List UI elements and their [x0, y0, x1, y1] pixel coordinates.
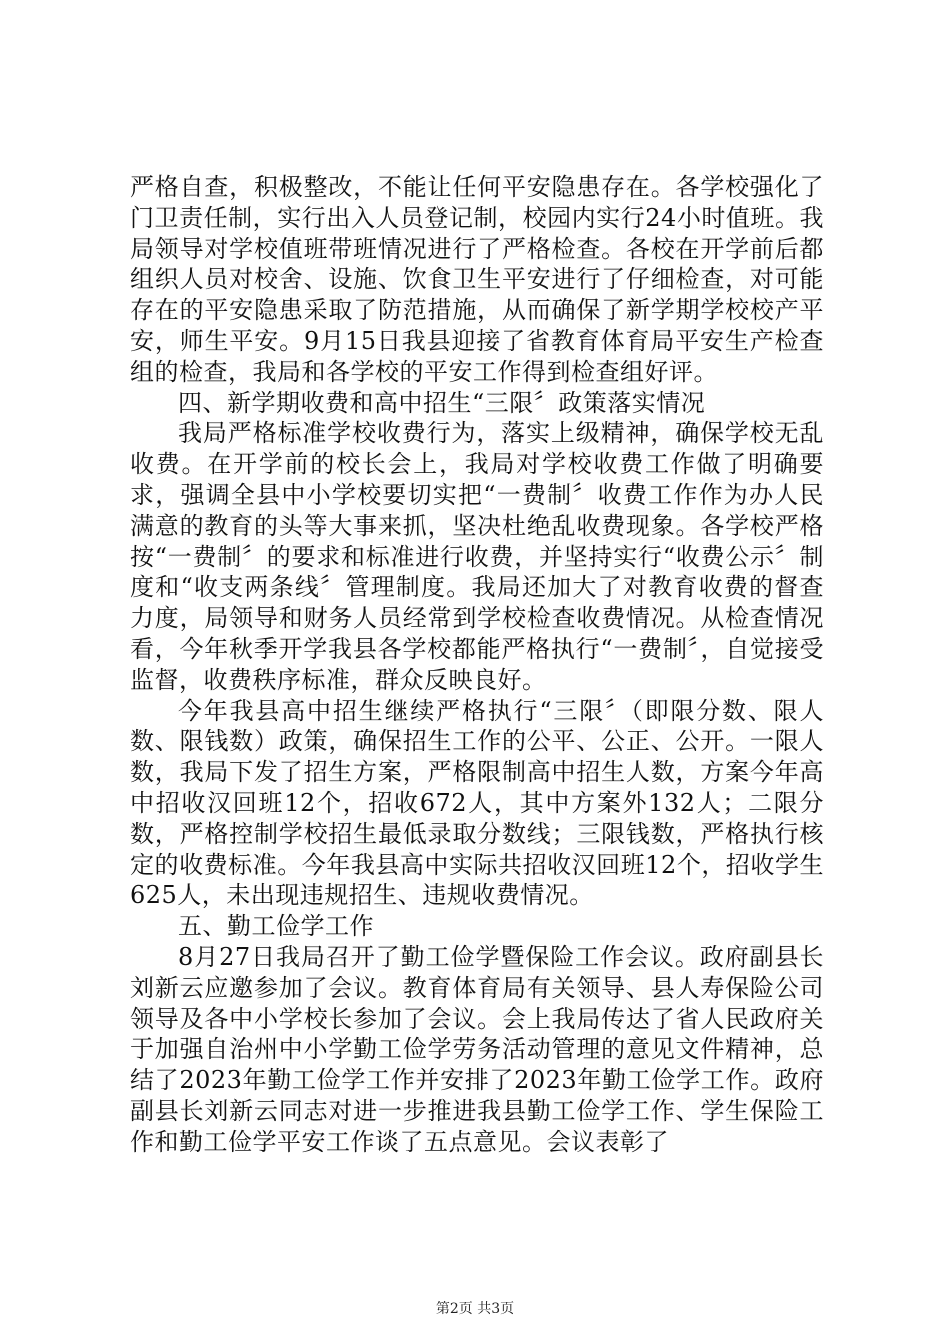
paragraph-high-school-enrollment: 今年我县高中招生继续严格执行“三限〞（即限分数、限人数、限钱数）政策，确保招生工作的公平、公正、公开。一限人数，我局下发了招生方案，严格限制高中招生人数，方案今年高中招收汉回班12个，招收672人，其中方案外132人；二限分数，严格控制学校招生最低录取分数线；三限钱数，严格执行核定的收费标准。今年我县高中实际共招收汉回班12个，招收学生625人，未出现违规招生、违规收费情况。 [130, 696, 824, 910]
page-footer: 第2页 共3页 [435, 1301, 515, 1317]
section-heading-fees-enrollment: 四、新学期收费和高中招生“三限〞政策落实情况 [178, 388, 706, 417]
section-heading-work-study: 五、勤工俭学工作 [178, 912, 374, 941]
paragraph-safety-inspection: 严格自查，积极整改，不能让任何平安隐患存在。各学校强化了门卫责任制，实行出入人员登记制，校园内实行24小时值班。我局领导对学校值班带班情况进行了严格检查。各校在开学前后都组织人员对校舍、设施、饮食卫生平安进行了仔细检查，对可能存在的平安隐患采取了防范措施，从而确保了新学期学校校产平安，师生平安。9月15日我县迎接了省教育体育局平安生产检查组的检查，我局和各学校的平安工作得到检查组好评。 [130, 173, 824, 386]
paragraph-fee-regulation: 我局严格标准学校收费行为，落实上级精神，确保学校无乱收费。在开学前的校长会上，我局对学校收费工作做了明确要求，强调全县中小学校要切实把“一费制〞收费工作作为办人民满意的教育的头等大事来抓，坚决杜绝乱收费现象。各学校严格按“一费制〞的要求和标准进行收费，并坚持实行“收费公示〞制度和“收支两条线〞管理制度。我局还加大了对教育收费的督查力度，局领导和财务人员经常到学校检查收费情况。从检查情况看，今年秋季开学我县各学校都能严格执行“一费制〞，自觉接受监督，收费秩序标准，群众反映良好。 [130, 419, 824, 694]
document-body [130, 172, 824, 1158]
paragraph-work-study-meeting: 8月27日我局召开了勤工俭学暨保险工作会议。政府副县长刘新云应邀参加了会议。教育体育局有关领导、县人寿保险公司领导及各中小学校长参加了会议。会上我局传达了省人民政府关于加强自治州中小学勤工俭学劳务活动管理的意见文件精神，总结了2023年勤工俭学工作并安排了2023年勤工俭学工作。政府副县长刘新云同志对进一步推进我县勤工俭学工作、学生保险工作和勤工俭学平安工作谈了五点意见。会议表彰了 [130, 942, 824, 1156]
